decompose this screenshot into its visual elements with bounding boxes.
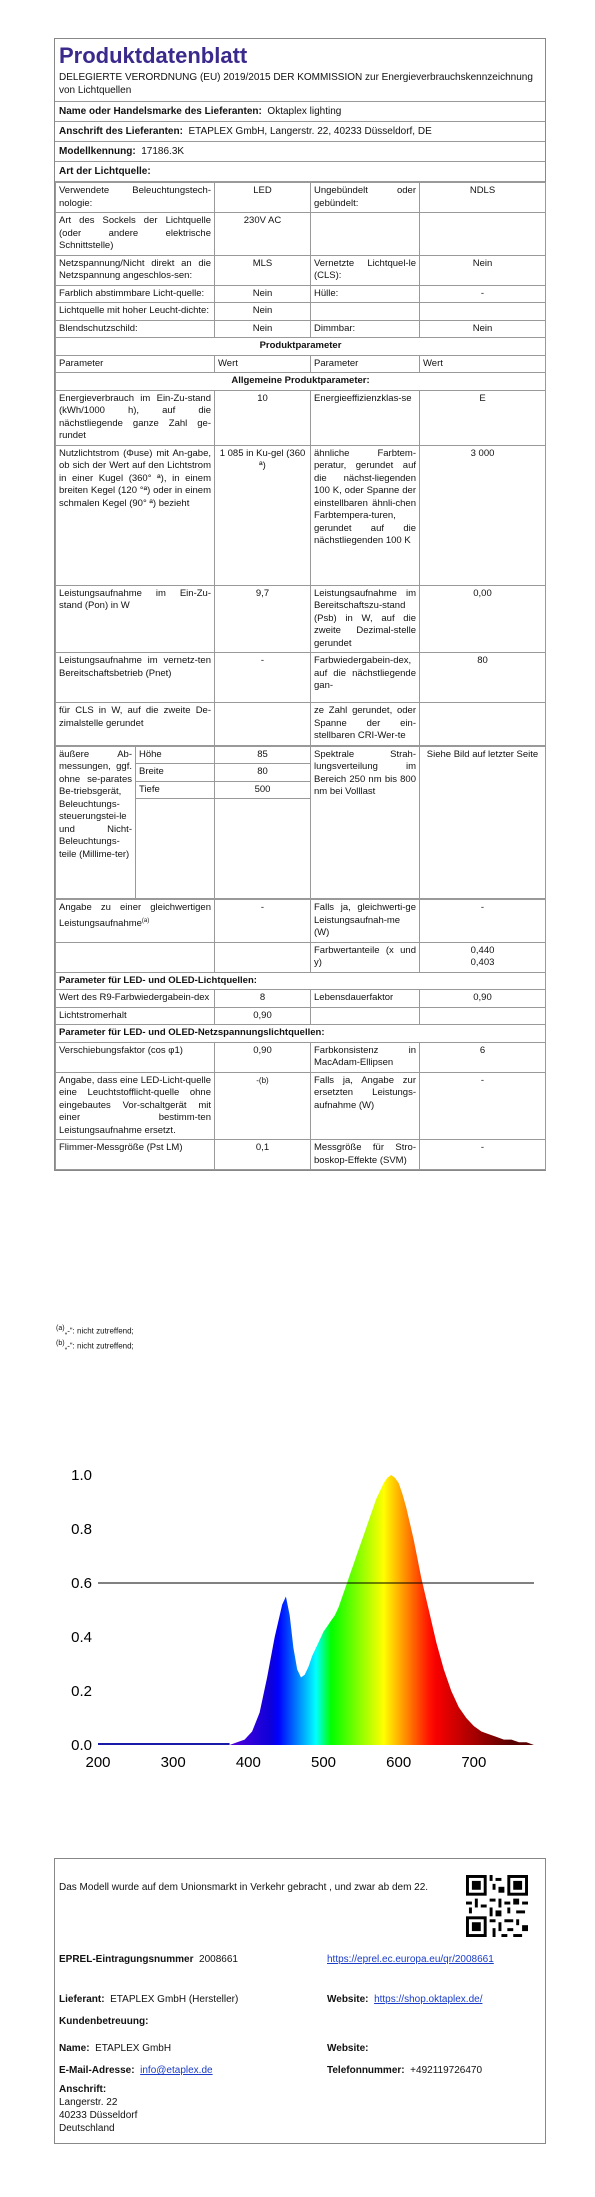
section-header: Produktparameter — [56, 338, 546, 356]
param-value: 0,90 — [420, 990, 546, 1008]
address-block — [59, 2083, 137, 2135]
phone-row — [327, 2064, 482, 2077]
param-label: Messgröße für Stro-boskop-Effekte (SVM) — [311, 1140, 420, 1170]
email-label: E-Mail-Adresse: — [59, 2065, 135, 2076]
table-row — [56, 900, 546, 943]
param-label: ähnliche Farbtem-peratur, gerundet auf die nächst-liegenden 100 K, oder Spanne der einstellbaren ähnli-chen Farbtempera-turen, gerundet auf die nächstliegenden 100 K — [311, 445, 420, 585]
param-value: - — [420, 285, 546, 303]
param-label — [311, 213, 420, 256]
param-value: Nein — [420, 320, 546, 338]
column-header: Parameter — [56, 355, 215, 373]
market-intro-text: Das Modell wurde auf dem Unionsmarkt in Verkehr gebracht , und zwar ab dem 22. — [59, 1882, 429, 1893]
table-row — [56, 585, 546, 653]
model-row — [55, 142, 545, 162]
product-data-sheet — [54, 38, 546, 1171]
empty-cell — [136, 799, 215, 899]
y-tick-label: 0.0 — [71, 1737, 92, 1754]
footnote-mark: (b) — [56, 1340, 65, 1347]
param-value: - — [420, 1072, 546, 1140]
param-label: Lichtquelle mit hoher Leucht-dichte: — [56, 303, 215, 321]
email-row — [59, 2064, 213, 2077]
y-tick-label: 0.4 — [71, 1629, 92, 1646]
footnote-text: „-“: nicht zutreffend; — [64, 1341, 134, 1351]
regulation-subtitle: DELEGIERTE VERORDNUNG (EU) 2019/2015 DER KOMMISSION zur Energieverbrauchskennzeichnung von Lichtquellen — [55, 71, 545, 102]
param-value: 0,90 — [215, 1007, 311, 1025]
param-value: Nein — [215, 303, 311, 321]
param-value: LED — [215, 183, 311, 213]
website-label: Website: — [327, 1994, 369, 2005]
column-header: Wert — [215, 355, 311, 373]
spectrum-area — [230, 1475, 534, 1745]
param-label: Spektrale Strah-lungsverteilung im Bereich 250 nm bis 800 nm bei Volllast — [311, 746, 420, 899]
customer-service-label: Kundenbetreuung: — [59, 2016, 149, 2027]
param-label: Ungebündelt oder gebündelt: — [311, 183, 420, 213]
eprel-label: EPREL-Eintragungsnummer — [59, 1954, 194, 1965]
table-row — [56, 320, 546, 338]
param-label: Energieeffizienzklas-se — [311, 390, 420, 445]
param-value — [420, 213, 546, 256]
supplier-address-label: Anschrift des Lieferanten: — [59, 126, 183, 137]
x-tick-label: 600 — [386, 1754, 412, 1771]
address-line: Langerstr. 22 — [59, 2097, 118, 2108]
supplier-value: ETAPLEX GmbH (Hersteller) — [110, 1994, 239, 2005]
table-row — [56, 373, 546, 391]
param-label: Verwendete Beleuchtungstech-nologie: — [56, 183, 215, 213]
empty-cell — [311, 1007, 420, 1025]
dim-label: Tiefe — [136, 781, 215, 799]
param-label: Leistungsaufnahme im vernetz-ten Bereitschaftsbetrieb (Pnet) — [56, 653, 215, 703]
table-row — [56, 972, 546, 990]
customer-service-heading — [59, 2015, 148, 2028]
footnote-mark: (a) — [56, 1325, 65, 1332]
parameters-table — [55, 899, 546, 1170]
param-label: Verschiebungsfaktor (cos φ1) — [56, 1042, 215, 1072]
supplier-name-label: Name oder Handelsmarke des Lieferanten: — [59, 106, 262, 117]
param-label: Farbwertanteile (x und y) — [311, 942, 420, 972]
eprel-link[interactable]: https://eprel.ec.europa.eu/qr/2008661 — [327, 1954, 494, 1965]
param-label: Energieverbrauch im Ein-Zu-stand (kWh/1000 h), auf die nächstliegende ganze Zahl ge-rundet — [56, 390, 215, 445]
empty-cell — [420, 703, 546, 746]
param-label: Farblich abstimmbare Licht-quelle: — [56, 285, 215, 303]
website-link[interactable]: https://shop.oktaplex.de/ — [374, 1994, 483, 2005]
param-label: Nutzlichtstrom (Φuse) mit An-gabe, ob sich der Wert auf den Lichtstrom in einer Kugel (360° ª), in einem breiten Kegel (120 °ª) oder in einem schmalen Kegel (90° ª) bezieht — [56, 445, 215, 585]
param-value: 80 — [420, 653, 546, 703]
y-tick-label: 0.6 — [71, 1575, 92, 1592]
table-row — [56, 445, 546, 585]
empty-cell — [215, 703, 311, 746]
chroma-y-value: 0,403 — [470, 957, 495, 968]
param-label: Hülle: — [311, 285, 420, 303]
light-type-row — [55, 162, 545, 182]
param-value: - — [420, 1140, 546, 1170]
supplier-name-row — [55, 102, 545, 122]
supplier-address-row — [55, 122, 545, 142]
param-label: Blendschutzschild: — [56, 320, 215, 338]
param-value: 3 000 — [420, 445, 546, 585]
empty-cell — [56, 942, 215, 972]
x-tick-label: 300 — [160, 1754, 186, 1771]
empty-cell — [420, 1007, 546, 1025]
phone-label: Telefonnummer: — [327, 2065, 405, 2076]
param-value: 9,7 — [215, 585, 311, 653]
contact-name-value: ETAPLEX GmbH — [95, 2043, 172, 2054]
param-label: Wert des R9-Farbwiedergabein-dex — [56, 990, 215, 1008]
param-label: Lichtstromerhalt — [56, 1007, 215, 1025]
x-tick-label: 500 — [311, 1754, 337, 1771]
table-row — [56, 1072, 546, 1140]
contact-name-label: Name: — [59, 2043, 90, 2054]
param-value: -(b) — [215, 1072, 311, 1140]
phone-value: +492119726470 — [410, 2065, 483, 2076]
table-row — [56, 213, 546, 256]
table-row — [56, 255, 546, 285]
table-row — [56, 746, 546, 764]
dim-value: 500 — [215, 781, 311, 799]
chart-plot-area — [71, 1467, 534, 1771]
param-value: 6 — [420, 1042, 546, 1072]
param-value: E — [420, 390, 546, 445]
x-tick-label: 700 — [461, 1754, 487, 1771]
param-value — [420, 303, 546, 321]
section-header: Allgemeine Produktparameter: — [56, 373, 546, 391]
address-line: Deutschland — [59, 2123, 115, 2134]
dim-value: 80 — [215, 764, 311, 782]
email-link[interactable]: info@etaplex.de — [140, 2065, 213, 2076]
param-label: Leistungsaufnahme im Bereitschaftszu-stand (Psb) in W, auf die zweite Dezimal-stelle gerundet — [311, 585, 420, 653]
supplier-row — [59, 1993, 238, 2006]
supplier-address-value: ETAPLEX GmbH, Langerstr. 22, 40233 Düsseldorf, DE — [188, 126, 432, 137]
website-row — [327, 1993, 482, 2006]
table-row — [56, 703, 546, 746]
param-value: 230V AC — [215, 213, 311, 256]
footnote-b — [56, 1340, 134, 1351]
param-label: äußere Ab-messungen, ggf. ohne se-parates Be-triebsgerät, Beleuchtungs-steuerungstei-le und Nicht-Beleuchtungs-teile (Millime-ter) — [56, 746, 136, 899]
param-label: Lebensdauerfaktor — [311, 990, 420, 1008]
table-row — [56, 1025, 546, 1043]
dim-value: 85 — [215, 746, 311, 764]
table-row — [56, 355, 546, 373]
website2-label: Website: — [327, 2043, 369, 2054]
param-value: NDLS — [420, 183, 546, 213]
y-tick-label: 0.2 — [71, 1683, 92, 1700]
param-value: 1 085 in Ku-gel (360 ª) — [215, 445, 311, 585]
footnote-mark: (a) — [141, 917, 150, 924]
x-tick-label: 200 — [85, 1754, 111, 1771]
param-value: - — [215, 900, 311, 943]
param-label: Leistungsaufnahme im Ein-Zu-stand (Pon) in W — [56, 585, 215, 653]
dimensions-table — [55, 746, 546, 900]
param-label: Farbkonsistenz in MacAdam-Ellipsen — [311, 1042, 420, 1072]
eprel-row — [59, 1953, 238, 1966]
y-tick-label: 1.0 — [71, 1467, 92, 1484]
param-value: 10 — [215, 390, 311, 445]
param-label: für CLS in W, auf die zweite De-zimalstelle gerundet — [56, 703, 215, 746]
table-row — [56, 338, 546, 356]
column-header: Parameter — [311, 355, 420, 373]
light-type-table — [55, 182, 546, 746]
param-value: 0,00 — [420, 585, 546, 653]
website2-row — [327, 2042, 369, 2055]
param-value: - — [420, 900, 546, 943]
param-value: Nein — [215, 320, 311, 338]
param-label: Falls ja, Angabe zur ersetzten Leistungs-aufnahme (W) — [311, 1072, 420, 1140]
param-label: Netzspannung/Nicht direkt an die Netzspannung angeschlos-sen: — [56, 255, 215, 285]
param-label: Falls ja, gleichwerti-ge Leistungsaufnah-me (W) — [311, 900, 420, 943]
param-label: Dimmbar: — [311, 320, 420, 338]
supplier-info-box — [54, 1858, 546, 2144]
param-value: 0,90 — [215, 1042, 311, 1072]
dim-label: Breite — [136, 764, 215, 782]
spectral-distribution-chart — [54, 1455, 544, 1785]
param-label: Angabe, dass eine LED-Licht-quelle eine Leuchtstofflicht-quelle ohne eingebautes Vor-schaltgerät mit einer bestimm-ten Leistungsaufnahme ersetzt. — [56, 1072, 215, 1140]
page-title: Produktdatenblatt — [59, 43, 248, 68]
address-label: Anschrift: — [59, 2084, 107, 2095]
table-row — [56, 390, 546, 445]
supplier-name-value: Oktaplex lighting — [267, 106, 342, 117]
empty-cell — [215, 942, 311, 972]
dim-label: Höhe — [136, 746, 215, 764]
param-label — [311, 303, 420, 321]
table-row — [56, 653, 546, 703]
model-label: Modellkennung: — [59, 146, 136, 157]
section-header: Parameter für LED- und OLED-Lichtquellen: — [56, 972, 546, 990]
chroma-x-value: 0,440 — [470, 944, 495, 956]
param-value: Nein — [420, 255, 546, 285]
table-row — [56, 1007, 546, 1025]
empty-cell — [215, 799, 311, 899]
model-value: 17186.3K — [141, 146, 185, 157]
param-label: Art des Sockels der Lichtquelle (oder andere elektrische Schnittstelle) — [56, 213, 215, 256]
param-value: 8 — [215, 990, 311, 1008]
table-row — [56, 942, 546, 972]
table-row — [56, 990, 546, 1008]
y-tick-label: 0.8 — [71, 1521, 92, 1538]
eprel-value: 2008661 — [199, 1954, 238, 1965]
table-row — [56, 285, 546, 303]
section-header: Parameter für LED- und OLED-Netzspannungslichtquellen: — [56, 1025, 546, 1043]
x-tick-label: 400 — [235, 1754, 261, 1771]
param-label — [56, 900, 215, 943]
param-label: ze Zahl gerundet, oder Spanne der ein-stellbaren CRI-Wer-te — [311, 703, 420, 746]
param-value: Siehe Bild auf letzter Seite — [420, 746, 546, 899]
footnote-text: „-“: nicht zutreffend; — [64, 1326, 134, 1336]
param-value — [420, 942, 546, 972]
address-line: 40233 Düsseldorf — [59, 2110, 138, 2121]
column-header: Wert — [420, 355, 546, 373]
qr-code-icon[interactable] — [466, 1875, 528, 1937]
table-row — [56, 1140, 546, 1170]
param-label: Flimmer-Messgröße (Pst LM) — [56, 1140, 215, 1170]
table-row — [56, 183, 546, 213]
param-label: Vernetzte Lichtquel-le (CLS): — [311, 255, 420, 285]
param-value: - — [215, 653, 311, 703]
contact-name-row — [59, 2042, 171, 2055]
param-value: MLS — [215, 255, 311, 285]
table-row — [56, 1042, 546, 1072]
param-value: Nein — [215, 285, 311, 303]
equiv-label-text: Angabe zu einer gleichwertigen Leistungsaufnahme — [59, 902, 211, 929]
supplier-label: Lieferant: — [59, 1994, 105, 2005]
table-row — [56, 303, 546, 321]
param-value: 0,1 — [215, 1140, 311, 1170]
param-label: Farbwiedergabein-dex, auf die nächstliegende gan- — [311, 653, 420, 703]
light-type-label: Art der Lichtquelle: — [59, 166, 151, 177]
footnote-a — [56, 1325, 134, 1336]
